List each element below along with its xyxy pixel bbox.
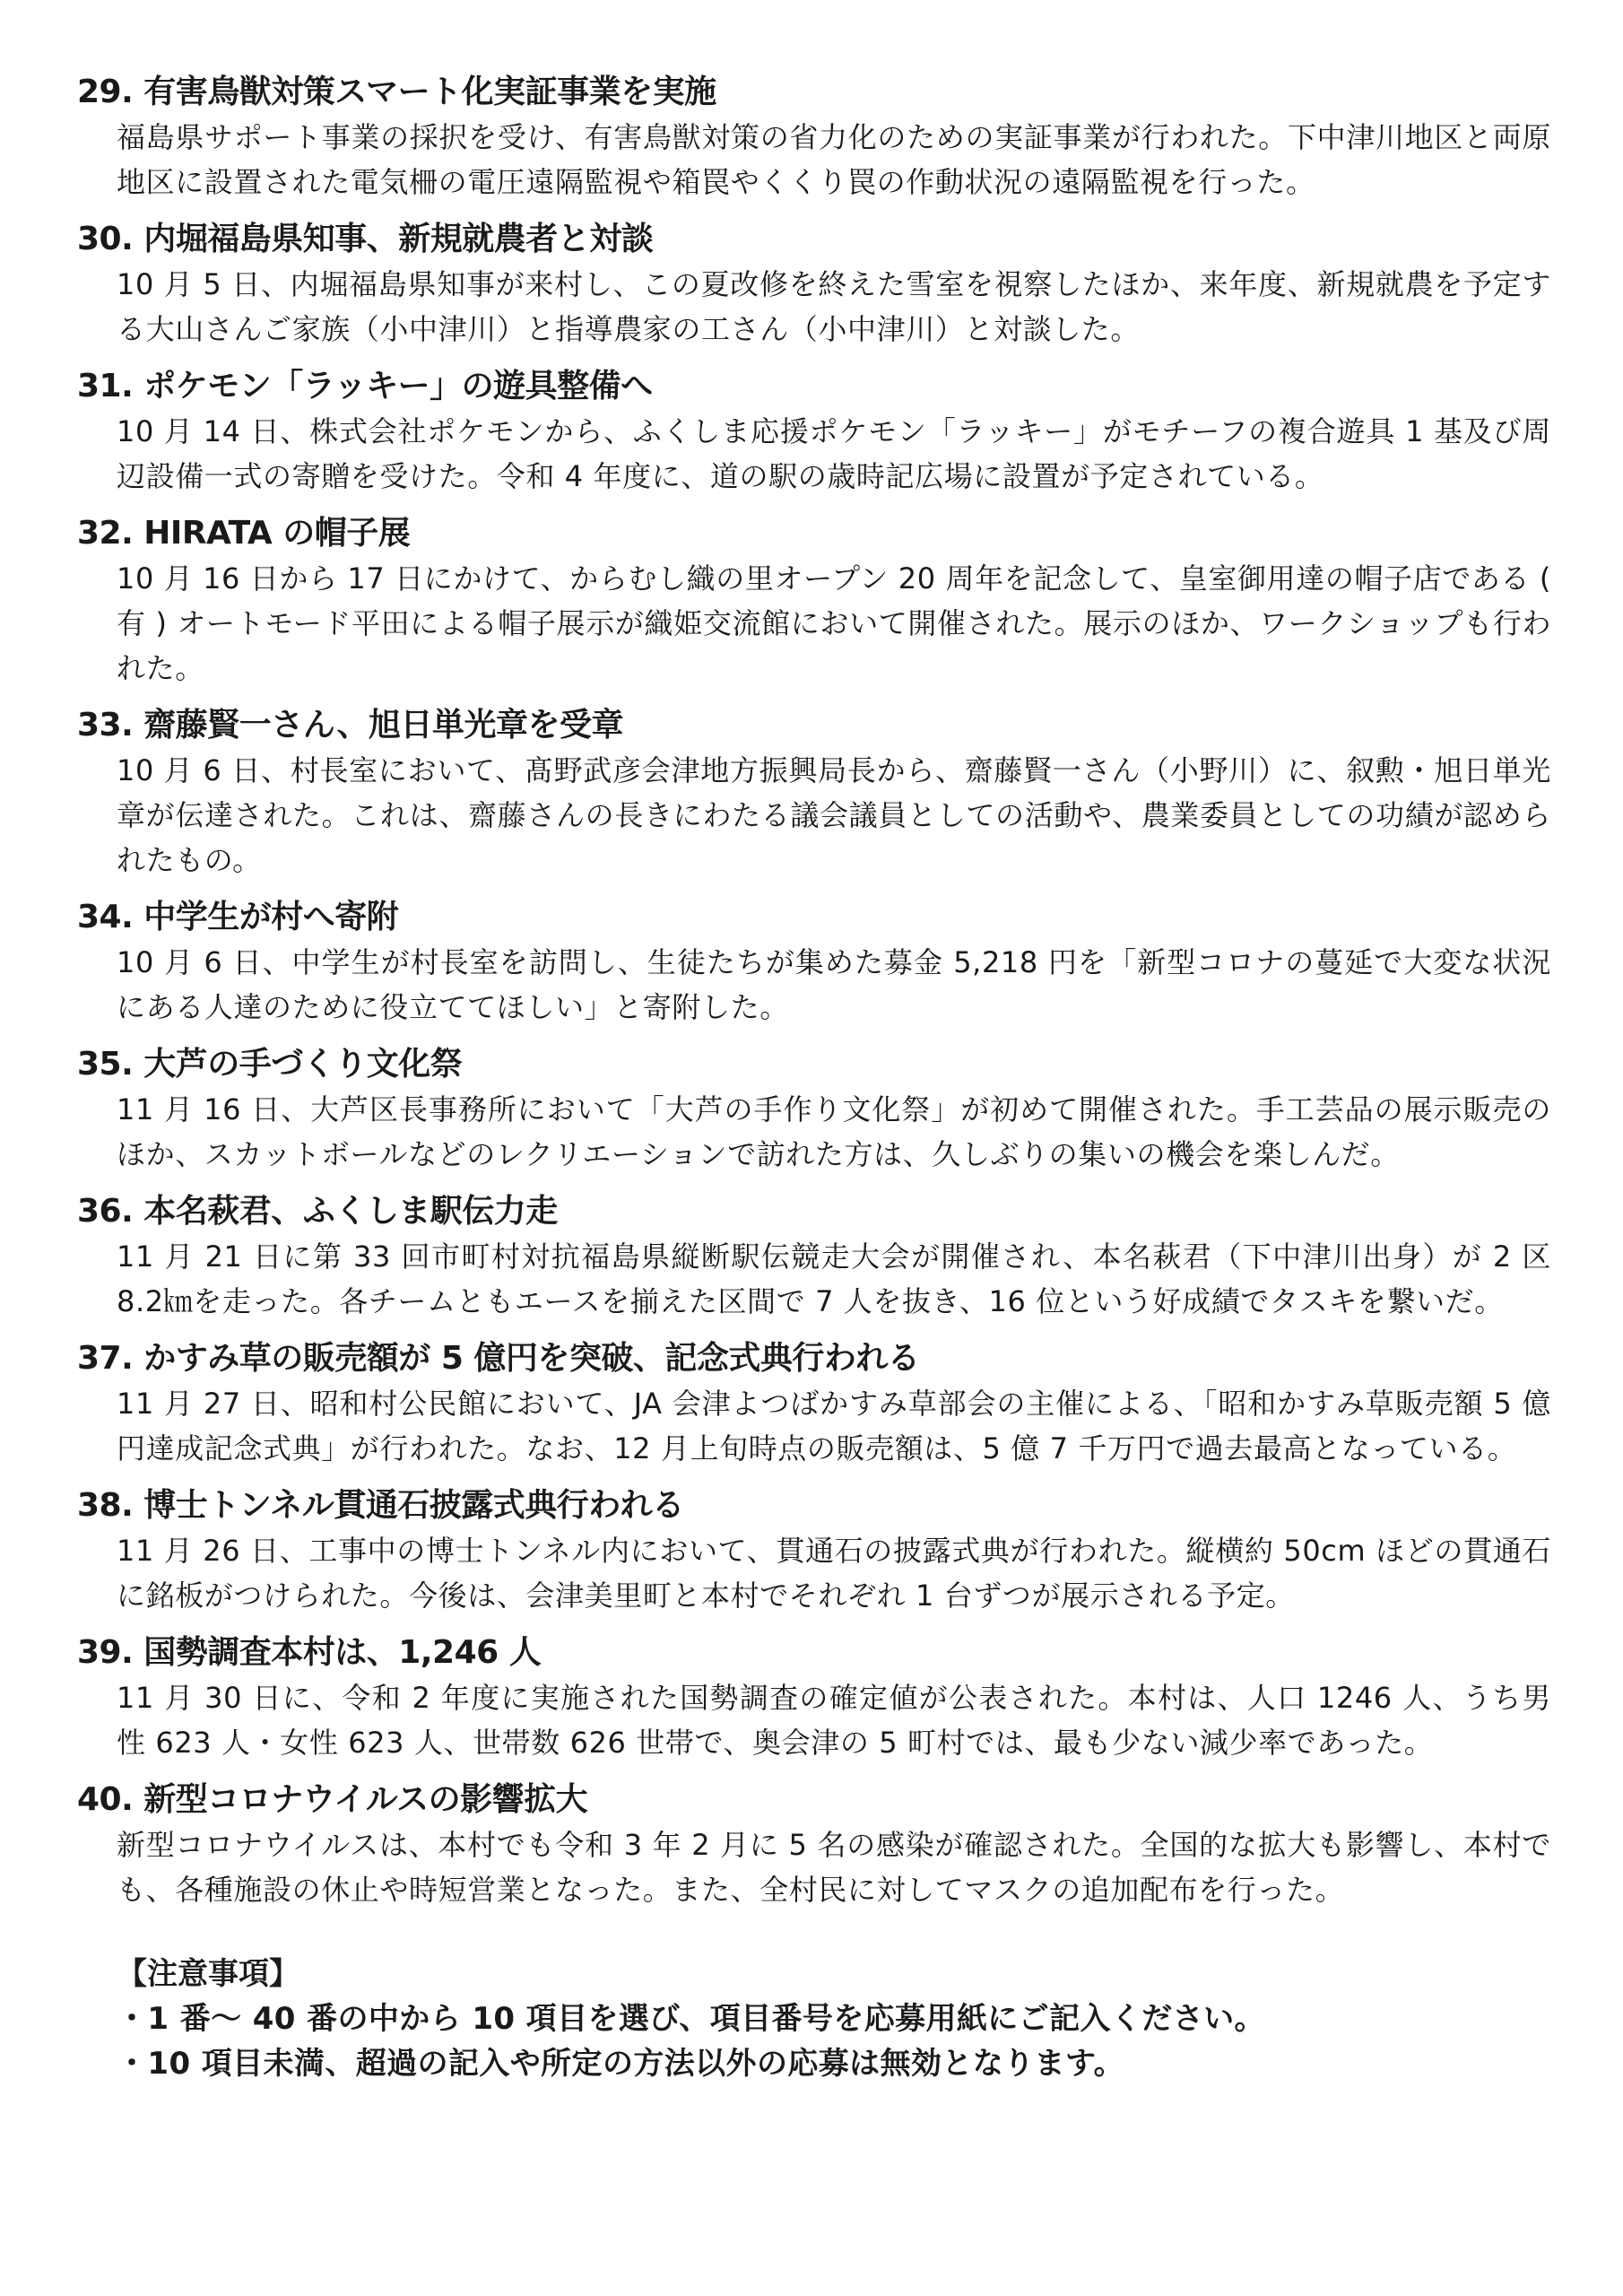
news-item-36: [77, 1189, 1551, 1324]
news-title: 34. 中学生が村へ寄附: [77, 899, 399, 935]
news-title: 29. 有害鳥獣対策スマート化実証事業を実施: [77, 74, 716, 110]
news-title: 33. 齋藤賢一さん、旭日単光章を受章: [77, 707, 623, 744]
news-body: 10 月 6 日、中学生が村長室を訪問し、生徒たちが集めた募金 5,218 円を「新型コロナの蔓延で大変な状況にある人達のために役立ててほしい」と寄附した。: [117, 945, 1551, 1024]
note-line-2: ・10 項目未満、超過の記入や所定の方法以外の応募は無効となります。: [117, 2046, 1125, 2082]
news-body: 11 月 16 日、大芦区長事務所において「大芦の手作り文化祭」が初めて開催された。手工芸品の展示販売のほか、スカットボールなどのレクリエーションで訪れた方は、久しぶりの集いの機会を楽しんだ。: [117, 1092, 1551, 1171]
news-list: [77, 70, 1551, 1912]
news-title: 36. 本名萩君、ふくしま駅伝力走: [77, 1193, 558, 1230]
news-body: 10 月 14 日、株式会社ポケモンから、ふくしま応援ポケモン「ラッキー」がモチーフの複合遊具 1 基及び周辺設備一式の寄贈を受けた。令和 4 年度に、道の駅の歳時記広場に設置が予定されている。: [117, 414, 1551, 493]
news-title: 39. 国勢調査本村は、1,246 人: [77, 1634, 542, 1671]
notes-title: 【注意事項】: [117, 1956, 299, 1992]
news-title: 32. HIRATA の帽子展: [77, 515, 411, 552]
news-item-34: [77, 895, 1551, 1030]
news-title: 40. 新型コロナウイルスの影響拡大: [77, 1781, 588, 1818]
news-title: 35. 大芦の手づくり文化祭: [77, 1046, 463, 1083]
news-body: 10 月 5 日、内堀福島県知事が来村し、この夏改修を終えた雪室を視察したほか、来年度、新規就農を予定する大山さんご家族（小中津川）と指導農家の工さん（小中津川）と対談した。: [117, 267, 1551, 346]
news-title: 38. 博士トンネル貫通石披露式典行われる: [77, 1487, 684, 1524]
news-item-39: [77, 1631, 1551, 1765]
news-title: 31. ポケモン「ラッキー」の遊具整備へ: [77, 368, 653, 404]
news-item-30: [77, 217, 1551, 352]
notes-section: [117, 1952, 1551, 2086]
news-body: 11 月 26 日、工事中の博士トンネル内において、貫通石の披露式典が行われた。縦横約 50cm ほどの貫通石に銘板がつけられた。今後は、会津美里町と本村でそれぞれ 1 台ずつが展示される予定。: [117, 1534, 1551, 1613]
news-title: 30. 内堀福島県知事、新規就農者と対談: [77, 221, 654, 257]
news-body: 11 月 21 日に第 33 回市町村対抗福島県縦断駅伝競走大会が開催され、本名萩君（下中津川出身）が 2 区 8.2㎞を走った。各チームともエースを揃えた区間で 7 人を抜き、16 位という好成績でタスキを繋いだ。: [117, 1239, 1551, 1318]
news-body: 11 月 30 日に、令和 2 年度に実施された国勢調査の確定値が公表された。本村は、人口 1246 人、うち男性 623 人・女性 623 人、世帯数 626 世帯で、奥会津の 5 町村では、最も少ない減少率であった。: [117, 1681, 1551, 1760]
news-item-33: [77, 703, 1551, 883]
news-title: 37. かすみ草の販売額が 5 億円を突破、記念式典行われる: [77, 1340, 920, 1377]
news-item-29: [77, 70, 1551, 204]
news-item-37: [77, 1336, 1551, 1471]
note-line-1: ・1 番～ 40 番の中から 10 項目を選び、項目番号を応募用紙にご記入ください。: [117, 2001, 1265, 2037]
news-item-32: [77, 511, 1551, 691]
news-body: 11 月 27 日、昭和村公民館において、JA 会津よつばかすみ草部会の主催による、「昭和かすみ草販売額 5 億円達成記念式典」が行われた。なお、12 月上旬時点の販売額は、5 億 7 千万円で過去最高となっている。: [117, 1387, 1551, 1465]
news-item-40: [77, 1778, 1551, 1912]
news-body: 福島県サポート事業の採択を受け、有害鳥獣対策の省力化のための実証事業が行われた。下中津川地区と両原地区に設置された電気柵の電圧遠隔監視や箱罠やくくり罠の作動状況の遠隔監視を行った。: [117, 120, 1551, 199]
news-item-35: [77, 1042, 1551, 1177]
news-body: 新型コロナウイルスは、本村でも令和 3 年 2 月に 5 名の感染が確認された。全国的な拡大も影響し、本村でも、各種施設の休止や時短営業となった。また、全村民に対してマスクの追加配布を行った。: [117, 1828, 1551, 1907]
news-body: 10 月 6 日、村長室において、髙野武彦会津地方振興局長から、齋藤賢一さん（小野川）に、叙勲・旭日単光章が伝達された。これは、齋藤さんの長きにわたる議会議員としての活動や、農業委員としての功績が認められたもの。: [117, 753, 1551, 877]
news-item-31: [77, 364, 1551, 499]
news-item-38: [77, 1483, 1551, 1618]
news-body: 10 月 16 日から 17 日にかけて、からむし織の里オープン 20 周年を記念して、皇室御用達の帽子店である ( 有 ) オートモード平田による帽子展示が織姫交流館において開催された。展示のほか、ワークショップも行われた。: [117, 561, 1551, 685]
